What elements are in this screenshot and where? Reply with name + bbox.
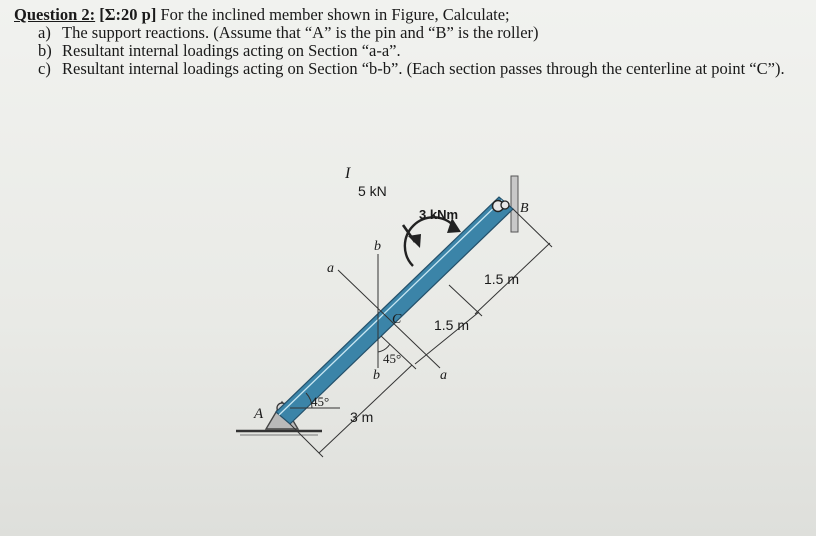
section-b-top-label: b: [374, 239, 381, 254]
item-label: b): [38, 41, 52, 60]
dim-1-5m-top-label: 1.5 m: [484, 271, 520, 287]
point-a-label: A: [254, 406, 264, 422]
item-text: The support reactions. (Assume that “A” is the pin and “B” is the roller): [62, 23, 539, 42]
section-b-bottom-label: b: [373, 368, 380, 383]
inclined-member: [276, 197, 513, 424]
angle-base-label: 45°: [311, 394, 330, 409]
section-a-top-label: a: [327, 261, 334, 276]
point-b-label: B: [520, 201, 529, 216]
dim-1-5m-mid-label: 1.5 m: [434, 317, 470, 333]
point-c-label: C: [392, 312, 402, 327]
question-points: [Σ:20 p]: [99, 5, 157, 24]
ground-support-a: [236, 402, 322, 435]
item-label: a): [38, 23, 51, 42]
moment-label: 3 kNm: [419, 207, 459, 222]
top-mark-label: I: [345, 165, 351, 182]
item-text: Resultant internal loadings acting on Section “a-a”.: [62, 41, 401, 60]
item-label: c): [38, 59, 51, 78]
angle-section-label: 45°: [383, 351, 402, 366]
force-label: 5 kN: [358, 183, 387, 199]
support-wall-b: [511, 176, 518, 232]
item-text: Resultant internal loadings acting on Section “b-b”. (Each section passes through the centerline at point “C”).: [62, 59, 785, 78]
question-title: Question 2:: [14, 5, 96, 24]
section-a-bottom-label: a: [440, 368, 447, 383]
question-intro: For the inclined member shown in Figure, Calculate;: [156, 5, 510, 24]
dim-3m-label: 3 m: [350, 409, 374, 425]
